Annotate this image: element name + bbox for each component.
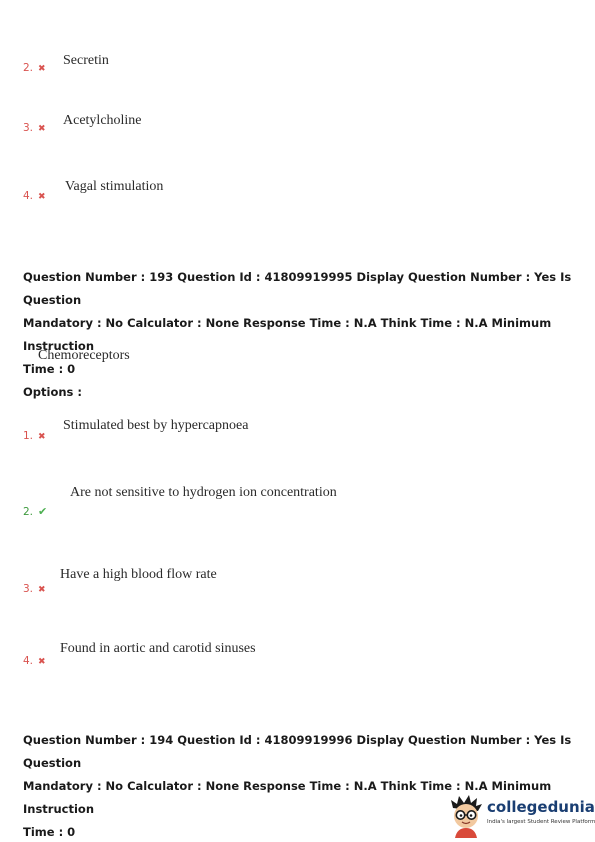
wrong-icon: ✖ [38,64,46,74]
option-number: 1. ✖ [23,430,46,442]
option-text: Secretin [63,53,109,68]
option-text: Found in aortic and carotid sinuses [60,641,256,656]
mascot-icon [447,794,485,838]
option-number: 3. ✖ [23,583,46,595]
option-number: 4. ✖ [23,190,46,202]
option-number: 2. ✖ [23,62,46,74]
option-text: Have a high blood flow rate [60,567,217,582]
collegedunia-logo [447,794,595,838]
option-number: 2. ✔ [23,505,48,518]
meta-line: Time : 0 [23,362,76,376]
question-stem: Chemoreceptors [38,348,130,363]
option-text: Are not sensitive to hydrogen ion concentration [70,485,337,500]
meta-line: Time : 0 [23,825,76,839]
meta-line: Mandatory : No Calculator : None Response Time : N.A Think Time : N.A Minimum Instruction [23,779,552,816]
meta-line: Mandatory : No Calculator : None Response Time : N.A Think Time : N.A Minimum Instruction [23,316,552,353]
option-text: Acetylcholine [63,113,142,128]
meta-line: Question Number : 194 Question Id : 41809919996 Display Question Number : Yes Is Question [23,733,572,770]
option-number: 3. ✖ [23,122,46,134]
option-text: Stimulated best by hypercapnoea [63,418,249,433]
meta-line: Question Number : 193 Question Id : 41809919995 Display Question Number : Yes Is Question [23,270,572,307]
check-icon: ✔ [38,505,48,518]
wrong-icon: ✖ [38,657,46,667]
wrong-icon: ✖ [38,192,46,202]
logo-tagline: India's largest Student Review Platform [487,819,595,825]
wrong-icon: ✖ [38,124,46,134]
option-text: Vagal stimulation [65,179,164,194]
wrong-icon: ✖ [38,585,46,595]
option-number: 4. ✖ [23,655,46,667]
options-label: Options : [23,385,82,399]
wrong-icon: ✖ [38,432,46,442]
logo-name: collegedunia [487,798,595,816]
